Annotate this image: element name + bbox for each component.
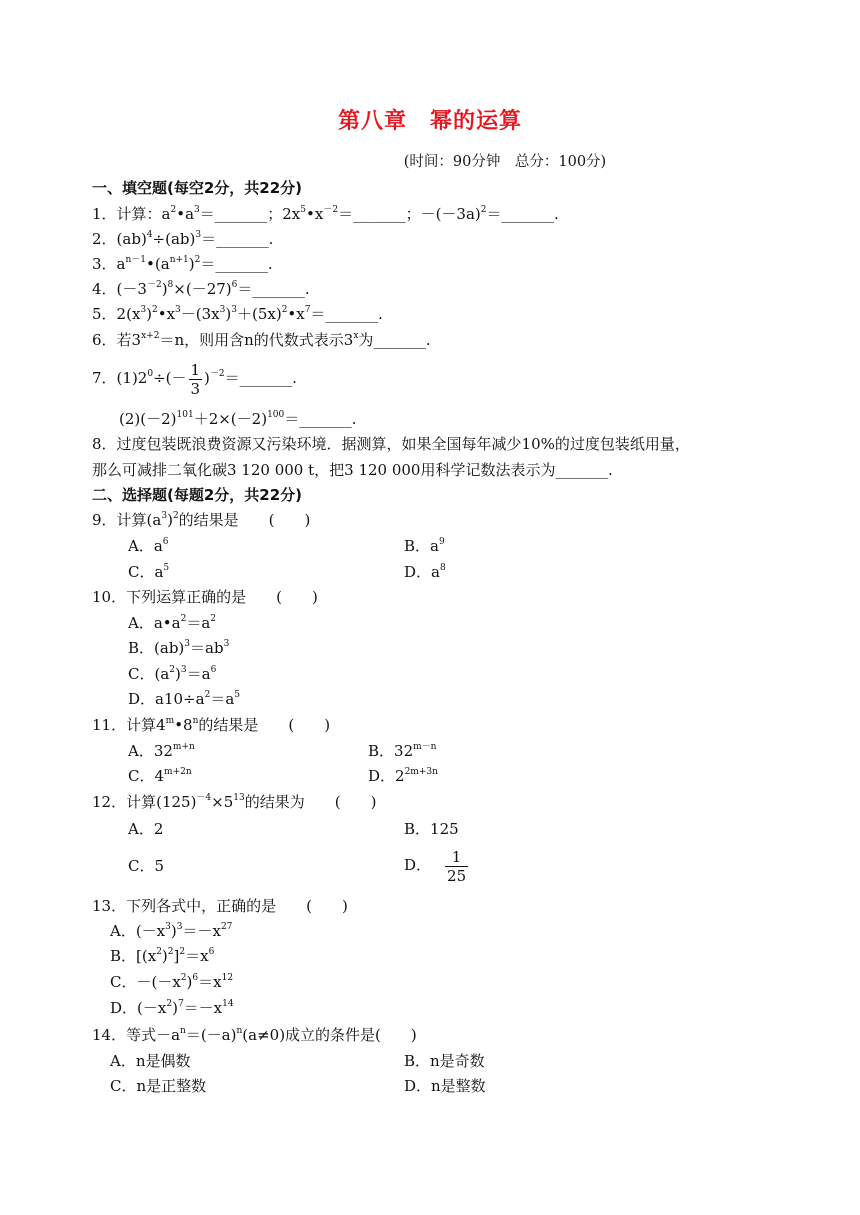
question-1: 1．计算：$a^2•a^3=\_\_\_\_\_\_\_$；$2x^5•x^{-2}=\_\_\_\_\_\_\_$；$-(-3a)^2=\_\_\_\_\_\_\_$. [92,205,559,223]
q14-option-b: B．n是奇数 [404,1052,485,1070]
q9-option-a: A．$a^6$ [128,537,169,555]
q14-option-a: A．n是偶数 [110,1052,191,1070]
q14-option-d: D．n是整数 [404,1077,486,1095]
fraction-one-twentyfifth: $\frac{1}{25}$ [447,847,467,885]
q10-option-c: C．$(a^2)^3=a^6$ [128,665,217,683]
fraction-one-third: $\frac{1}{3}$ [190,360,201,398]
q12-option-a: A．2 [128,820,164,838]
q10-option-a: A．$a•a^2=a^2$ [128,614,216,632]
q12-option-c: C．5 [128,857,165,875]
question-3: 3．$a^{n-1}•(a^{n+1})^2=\_\_\_\_\_\_\_$. [92,255,273,273]
question-8-line-2: 那么可减排二氧化碳3 120 000 t，把3 120 000用科学记数法表示为_______. [92,461,613,479]
section-heading-choice: 二、选择题(每题2分，共22分) [92,486,303,504]
q12-option-b: B．125 [404,820,459,838]
question-9: 9．计算$(a^3)^2$的结果是 ( ) [92,511,311,529]
question-8-line-1: 8．过度包装既浪费资源又污染环境．据测算，如果全国每年减少10%的过度包装纸用量， [92,435,690,453]
question-7-part-1: 7．$(1)2^0\div(-$ $\frac{1}{3}$ )$^{-2}$＝_______. [92,360,297,398]
page-title: 第八章 幂的运算 [337,109,522,134]
page-subtitle: (时间：90分钟 总分：100分) [403,154,607,170]
question-6: 6．若$3^{x+2}=n$，则用含n的代数式表示3$^x$为_______. [92,331,431,349]
q12-option-d: D． $\frac{1}{25}$ [404,847,467,885]
question-14: 14．等式$-a^n=(-a)^n(a\ne 0)$成立的条件是( ) [92,1026,417,1044]
question-12: 12．计算$(125)^{-4}\times 5^{13}$的结果为 ( ) [92,793,377,811]
q9-option-b: B．$a^9$ [404,537,445,555]
q14-option-c: C．n是正整数 [110,1077,207,1095]
question-5: 5．$2(x^3)^2•x^3-(3x^3)^3+(5x)^2•x^7=\_\_\_\_\_\_\_$. [92,305,383,323]
q13-option-d: D．$(-x^2)^7=-x^{14}$ [110,999,234,1017]
q9-option-d: D．$a^8$ [404,563,446,581]
q11-option-c: C．$4^{m+2n}$ [128,767,192,785]
q10-option-d: D．$a10\div a^2=a^5$ [128,690,240,708]
section-heading-fill-in: 一、填空题(每空2分，共22分) [92,179,303,197]
q11-option-a: A．$32^{m+n}$ [128,742,195,760]
question-11: 11．计算4$^m$•8$^n$的结果是 ( ) [92,716,331,734]
q13-option-c: C．$-(-x^2)^6=x^{12}$ [110,973,234,991]
q10-option-b: B．$(ab)^3=ab^3$ [128,639,230,657]
question-4: 4．$(-3^{-2})^8\times(-27)^6=\_\_\_\_\_\_\_$. [92,280,310,298]
question-2: 2．(ab)$^4$÷(ab)$^3$＝_______. [92,230,274,248]
q13-option-a: A．$(-x^3)^3=-x^{27}$ [110,922,233,940]
q11-option-d: D．$2^{2m+3n}$ [368,767,438,785]
question-7-part-2: $(2)(-2)^{101}+2\times(-2)^{100}=\_\_\_\_\_\_\_$. [119,410,357,428]
q13-option-b: B．$[(x^2)^2]^2=x^6$ [110,947,215,965]
q9-option-c: C．$a^5$ [128,563,170,581]
q11-option-b: B．$32^{m-n}$ [368,742,437,760]
question-13: 13．下列各式中，正确的是 ( ) [92,897,348,915]
question-10: 10．下列运算正确的是 ( ) [92,588,318,606]
